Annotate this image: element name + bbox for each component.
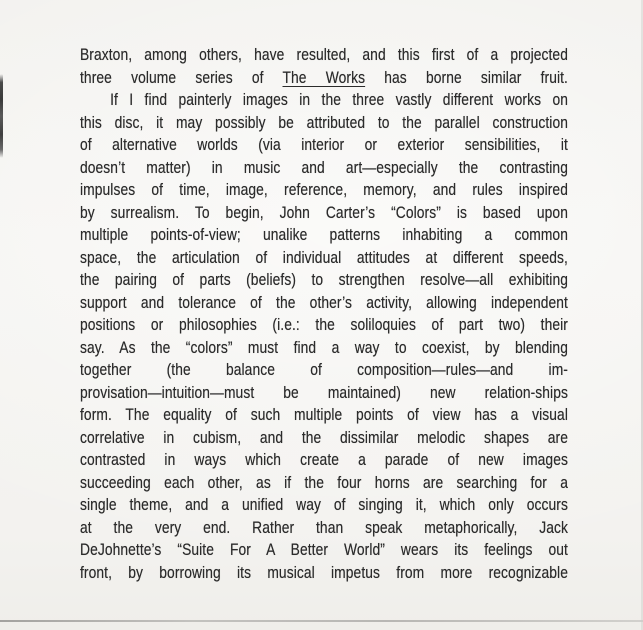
text-line	[80, 449, 568, 472]
text-line	[80, 337, 568, 360]
text-line	[80, 179, 568, 202]
text-line	[80, 44, 568, 67]
text-segment: three volume series of	[80, 67, 283, 87]
text-segment: at the very end. Rather than speak metaphorically, Jack	[80, 517, 568, 537]
text-line	[80, 359, 568, 382]
text-segment: support and tolerance of the other’s activity, allowing independent	[80, 292, 568, 312]
scanner-bottom-line	[0, 620, 643, 622]
text-line	[80, 292, 568, 315]
text-line	[80, 562, 568, 585]
text-line	[80, 157, 568, 180]
text-segment: say. As the “colors” must find a way to coexist, by blending	[80, 337, 568, 357]
text-segment: DeJohnette’s “Suite For A Better World” wears its feelings out	[80, 540, 568, 559]
liner-notes-text	[80, 44, 568, 584]
text-segment: single theme, and a unified way of singing it, which only occurs	[80, 495, 568, 514]
text-line	[80, 247, 568, 270]
text-segment: multiple points-of-view; unalike patterns inhabiting a common	[80, 225, 568, 244]
text-segment: this disc, it may possibly be attributed to the parallel construction	[80, 112, 568, 132]
text-segment: doesn’t matter) in music and art—especially the contrasting	[80, 157, 568, 177]
text-line	[80, 89, 568, 112]
text-segment: impulses of time, image, reference, memory, and rules inspired	[80, 180, 568, 199]
text-line	[80, 539, 568, 562]
text-segment: together (the balance of composition—rules—and im-	[80, 360, 568, 379]
text-line	[80, 112, 568, 135]
text-line	[80, 404, 568, 427]
text-segment: form. The equality of such multiple points of view has a visual	[80, 405, 568, 424]
text-line	[80, 224, 568, 247]
text-line	[80, 382, 568, 405]
text-segment: has borne similar fruit.	[365, 67, 568, 87]
text-line	[80, 494, 568, 517]
text-line	[80, 427, 568, 450]
text-segment: of alternative worlds (via interior or exterior sensibilities, it	[80, 135, 568, 154]
text-segment: Braxton, among others, have resulted, and this first of a projected	[80, 45, 568, 64]
text-segment: positions or philosophies (i.e.: the soliloquies of part two) their	[80, 315, 568, 334]
text-segment: If I find painterly images in the three vastly different works on	[110, 90, 568, 109]
text-line	[80, 472, 568, 495]
text-line	[80, 67, 568, 90]
text-line	[80, 269, 568, 292]
underlined-work-title: The Works	[282, 67, 366, 87]
text-segment: space, the articulation of individual attitudes at different speeds,	[80, 247, 568, 267]
text-line	[80, 517, 568, 540]
text-line	[80, 202, 568, 225]
text-line	[80, 134, 568, 157]
scan-edge-artifact	[0, 74, 3, 158]
text-segment: succeeding each other, as if the four horns are searching for a	[80, 472, 568, 492]
text-line	[80, 314, 568, 337]
text-segment: contrasted in ways which create a parade of new images	[80, 450, 568, 469]
text-segment: correlative in cubism, and the dissimilar melodic shapes are	[80, 427, 568, 447]
text-segment: the pairing of parts (beliefs) to strengthen resolve—all exhibiting	[80, 270, 568, 289]
text-segment: front, by borrowing its musical impetus from more recognizable	[80, 562, 568, 582]
text-segment: by surrealism. To begin, John Carter’s “Colors” is based upon	[80, 202, 568, 222]
text-segment: provisation—intuition—must be maintained) new relation-ships	[80, 382, 568, 402]
